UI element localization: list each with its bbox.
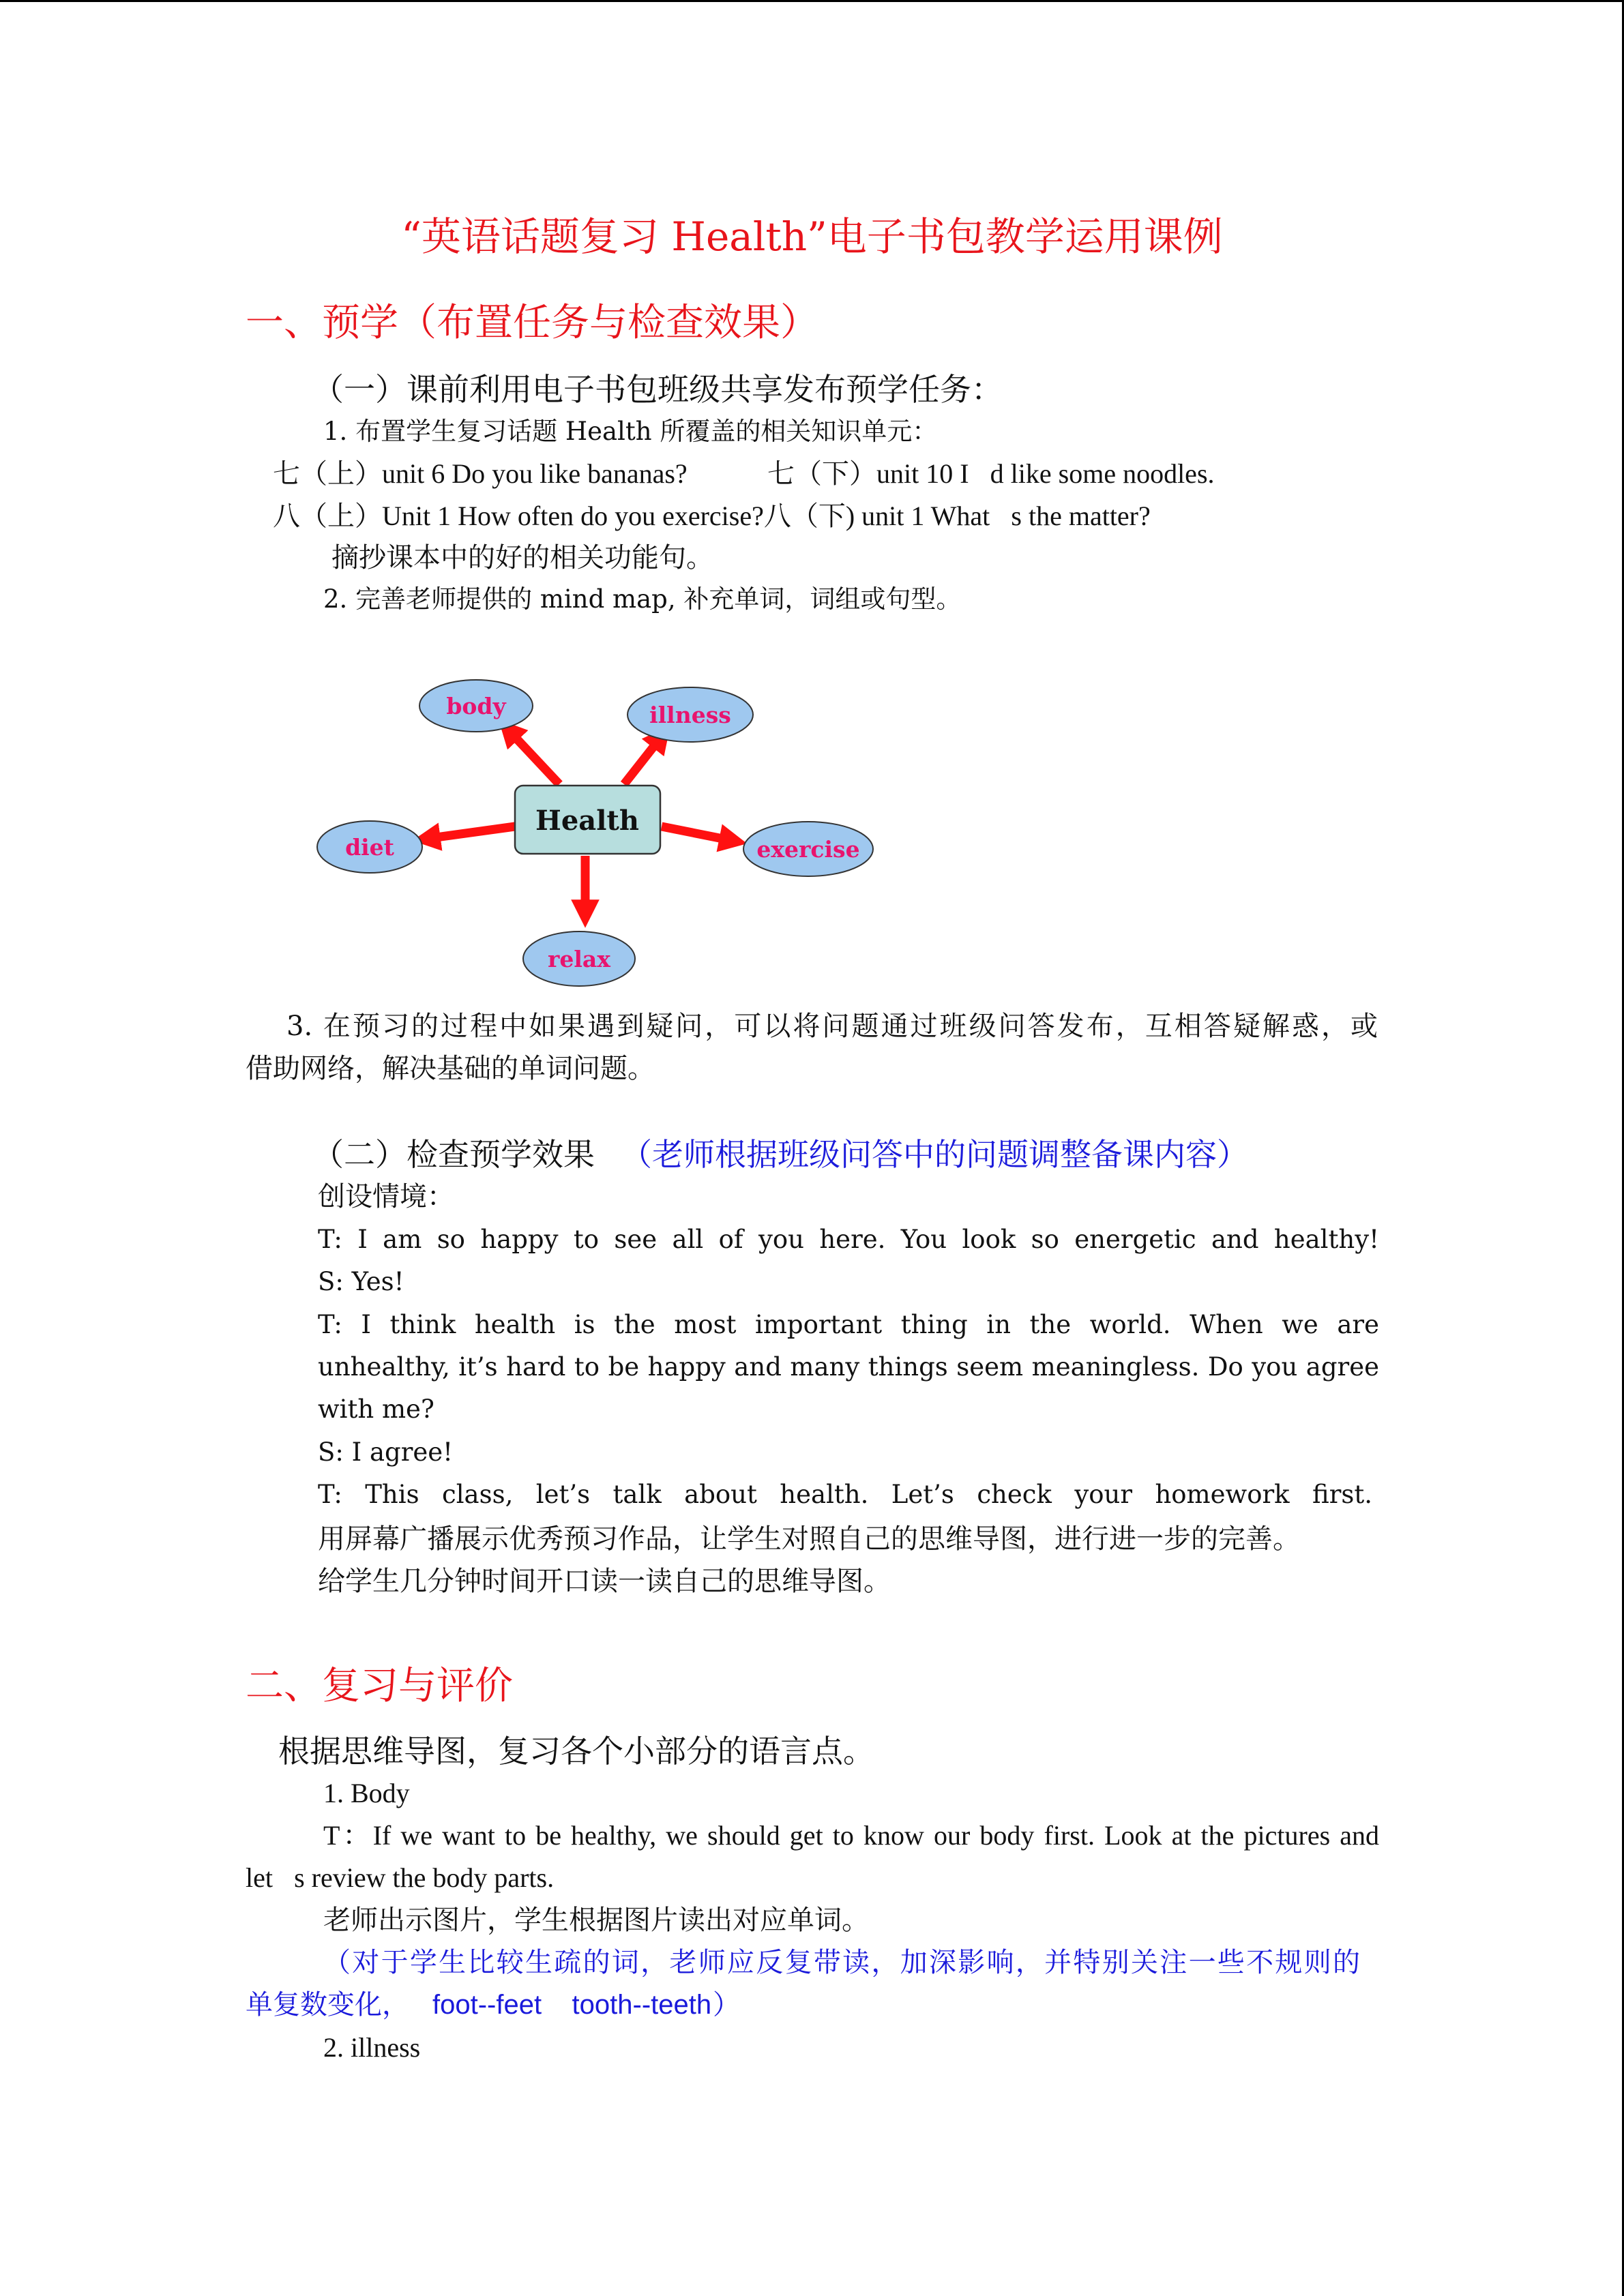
- body-t-line1: T：If we want to be healthy, we should get to know our body first. Look at the pictures and: [323, 1820, 1379, 1851]
- part1-heading: （一）课前利用电子书包班级共享发布预学任务：: [312, 371, 1003, 408]
- body-label: 1. Body: [323, 1778, 410, 1808]
- node-relax-label: relax: [548, 946, 610, 972]
- dialogue-line: T: I think health is the most important thing in the world. When we are: [318, 1310, 1379, 1339]
- section2-intro: 根据思维导图，复习各个小部分的语言点。: [278, 1733, 874, 1770]
- item3-line1: 3. 在预习的过程中如果遇到疑问，可以将问题通过班级问答发布，互相答疑解惑，或: [286, 1011, 1378, 1042]
- node-diet: [317, 821, 422, 873]
- note-line2-examples: foot--feet tooth--teeth: [432, 1990, 712, 2020]
- read-aloud-text: 给学生几分钟时间开口读一读自己的思维导图。: [318, 1566, 891, 1597]
- mind-map-center: [515, 786, 660, 854]
- arrow-to-illness: [624, 736, 662, 784]
- node-body: [419, 680, 533, 732]
- page-border-top: [0, 0, 1624, 2]
- item1-text: 1. 布置学生复习话题 Health 所覆盖的相关知识单元：: [323, 417, 938, 446]
- node-illness-label: illness: [649, 702, 731, 728]
- note-line2-prefix: 单复数变化，: [246, 1989, 409, 2021]
- section1-heading: 一、预学（布置任务与检查效果）: [246, 301, 818, 345]
- node-exercise: [743, 822, 873, 876]
- teacher-shows-text: 老师出示图片，学生根据图片读出对应单词。: [323, 1905, 869, 1936]
- item3-line2: 借助网络，解决基础的单词问题。: [246, 1053, 655, 1084]
- node-relax: [523, 931, 635, 986]
- dialogue-line: T: This class, let’s talk about health. Let’s check your homework first.: [318, 1480, 1372, 1509]
- units-line2: 八（上）Unit 1 How often do you exercise?八（下) unit 1 What s the matter?: [273, 501, 1151, 531]
- part2-note: （老师根据班级问答中的问题调整备课内容）: [621, 1136, 1248, 1173]
- section2-heading: 二、复习与评价: [246, 1664, 513, 1708]
- node-body-label: body: [446, 693, 506, 719]
- dialogue-line: unhealthy, it’s hard to be happy and many things seem meaningless. Do you agree: [318, 1352, 1379, 1382]
- node-illness: [628, 687, 753, 742]
- illness-label: 2. illness: [323, 2032, 421, 2063]
- units-line1-a: 七（上）unit 6 Do you like bananas?: [273, 458, 688, 489]
- note-line2-suffix: ）: [713, 1989, 740, 2021]
- arrow-to-body: [508, 730, 559, 784]
- excerpt-text: 摘抄课本中的好的相关功能句。: [331, 542, 713, 573]
- item2-text: 2. 完善老师提供的 mind map, 补充单词，词组或句型。: [323, 584, 962, 614]
- node-diet-label: diet: [345, 834, 394, 861]
- note-line1: （对于学生比较生疏的词，老师应反复带读，加深影响，并特别关注一些不规则的: [323, 1947, 1360, 1978]
- units-line1-b: 七（下）unit 10 I d like some noodles.: [767, 458, 1215, 489]
- arrow-to-exercise: [662, 826, 733, 841]
- dialogue-line: S: I agree!: [318, 1437, 454, 1467]
- dialogue-line: T: I am so happy to see all of you here. You look so energetic and healthy!: [318, 1225, 1379, 1254]
- dialogue-line: with me?: [318, 1395, 434, 1424]
- scenario-label: 创设情境：: [318, 1181, 454, 1212]
- center-label: Health: [535, 805, 639, 837]
- document-title: “英语话题复习 Health”电子书包教学运用课例: [401, 213, 1223, 260]
- broadcast-text: 用屏幕广播展示优秀预习作品，让学生对照自己的思维导图，进行进一步的完善。: [318, 1523, 1300, 1555]
- body-t-line2: let s review the body parts.: [246, 1862, 555, 1893]
- part2-heading: （二）检查预学效果: [312, 1136, 595, 1173]
- node-exercise-label: exercise: [756, 836, 860, 863]
- mind-map: [307, 668, 887, 996]
- dialogue-line: S: Yes!: [318, 1267, 404, 1296]
- arrow-to-diet: [426, 826, 515, 839]
